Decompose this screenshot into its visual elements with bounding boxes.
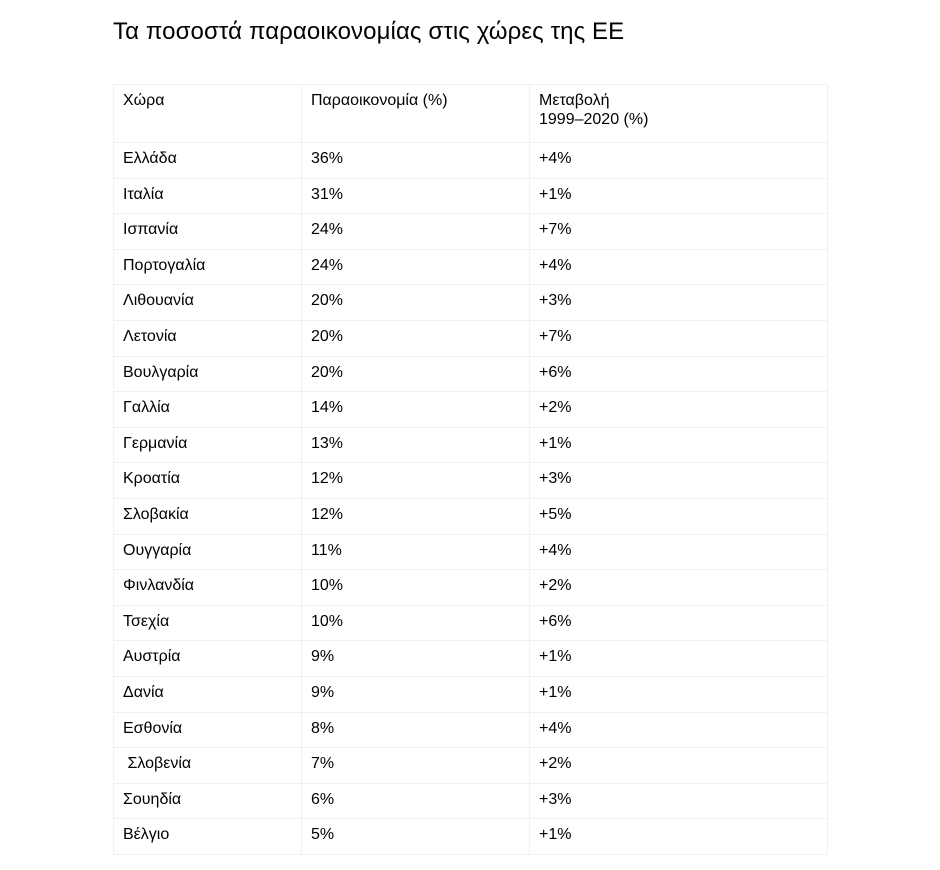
shadow-economy-table xyxy=(113,84,828,855)
change-cell: +6% xyxy=(530,356,828,392)
country-cell: Λιθουανία xyxy=(114,285,302,321)
country-cell: Ισπανία xyxy=(114,214,302,250)
table-header xyxy=(114,85,828,143)
header-change: Μεταβολή 1999–2020 (%) xyxy=(530,85,828,143)
page-title: Τα ποσοστά παραοικονομίας στις χώρες της ΕΕ xyxy=(113,18,625,45)
shadow-economy-cell: 14% xyxy=(302,392,530,428)
change-cell: +2% xyxy=(530,748,828,784)
country-cell: Ουγγαρία xyxy=(114,534,302,570)
change-cell: +7% xyxy=(530,214,828,250)
shadow-economy-cell: 6% xyxy=(302,783,530,819)
country-cell: Πορτογαλία xyxy=(114,249,302,285)
shadow-economy-cell: 9% xyxy=(302,676,530,712)
change-cell: +3% xyxy=(530,285,828,321)
header-country: Χώρα xyxy=(114,85,302,143)
table-row xyxy=(114,214,828,250)
change-cell: +1% xyxy=(530,427,828,463)
shadow-economy-cell: 10% xyxy=(302,570,530,606)
shadow-economy-cell: 10% xyxy=(302,605,530,641)
change-cell: +2% xyxy=(530,392,828,428)
table-row xyxy=(114,143,828,179)
change-cell: +1% xyxy=(530,676,828,712)
country-cell: Σουηδία xyxy=(114,783,302,819)
table-row xyxy=(114,463,828,499)
country-cell: Λετονία xyxy=(114,320,302,356)
table-row xyxy=(114,676,828,712)
country-cell: Ιταλία xyxy=(114,178,302,214)
change-cell: +3% xyxy=(530,463,828,499)
country-cell: Βέλγιο xyxy=(114,819,302,855)
shadow-economy-cell: 7% xyxy=(302,748,530,784)
change-cell: +7% xyxy=(530,320,828,356)
shadow-economy-cell: 11% xyxy=(302,534,530,570)
shadow-economy-cell: 20% xyxy=(302,285,530,321)
table-row xyxy=(114,356,828,392)
table-row xyxy=(114,783,828,819)
country-cell: Κροατία xyxy=(114,463,302,499)
table-row xyxy=(114,498,828,534)
header-row xyxy=(114,85,828,143)
change-cell: +3% xyxy=(530,783,828,819)
shadow-economy-cell: 24% xyxy=(302,249,530,285)
header-shadow-economy: Παραοικονομία (%) xyxy=(302,85,530,143)
table-row xyxy=(114,249,828,285)
table-row xyxy=(114,534,828,570)
change-cell: +6% xyxy=(530,605,828,641)
change-cell: +5% xyxy=(530,498,828,534)
shadow-economy-cell: 8% xyxy=(302,712,530,748)
shadow-economy-cell: 24% xyxy=(302,214,530,250)
country-cell: Σλοβενία xyxy=(114,748,302,784)
table-row xyxy=(114,570,828,606)
change-cell: +4% xyxy=(530,534,828,570)
table-row xyxy=(114,392,828,428)
table-row xyxy=(114,320,828,356)
change-cell: +4% xyxy=(530,712,828,748)
table-row xyxy=(114,605,828,641)
change-cell: +1% xyxy=(530,819,828,855)
shadow-economy-cell: 36% xyxy=(302,143,530,179)
change-cell: +1% xyxy=(530,641,828,677)
table-row xyxy=(114,178,828,214)
table-body xyxy=(114,143,828,855)
shadow-economy-cell: 31% xyxy=(302,178,530,214)
country-cell: Γερμανία xyxy=(114,427,302,463)
change-cell: +4% xyxy=(530,249,828,285)
table-row xyxy=(114,819,828,855)
country-cell: Εσθονία xyxy=(114,712,302,748)
shadow-economy-cell: 12% xyxy=(302,463,530,499)
country-cell: Αυστρία xyxy=(114,641,302,677)
country-cell: Γαλλία xyxy=(114,392,302,428)
change-cell: +2% xyxy=(530,570,828,606)
table-row xyxy=(114,285,828,321)
country-cell: Βουλγαρία xyxy=(114,356,302,392)
country-cell: Ελλάδα xyxy=(114,143,302,179)
country-cell: Δανία xyxy=(114,676,302,712)
shadow-economy-cell: 12% xyxy=(302,498,530,534)
change-cell: +4% xyxy=(530,143,828,179)
shadow-economy-cell: 9% xyxy=(302,641,530,677)
change-cell: +1% xyxy=(530,178,828,214)
country-cell: Φινλανδία xyxy=(114,570,302,606)
shadow-economy-cell: 20% xyxy=(302,320,530,356)
shadow-economy-cell: 5% xyxy=(302,819,530,855)
country-cell: Σλοβακία xyxy=(114,498,302,534)
table-row xyxy=(114,641,828,677)
shadow-economy-cell: 20% xyxy=(302,356,530,392)
table-row xyxy=(114,748,828,784)
table-row xyxy=(114,427,828,463)
shadow-economy-cell: 13% xyxy=(302,427,530,463)
table-row xyxy=(114,712,828,748)
country-cell: Τσεχία xyxy=(114,605,302,641)
